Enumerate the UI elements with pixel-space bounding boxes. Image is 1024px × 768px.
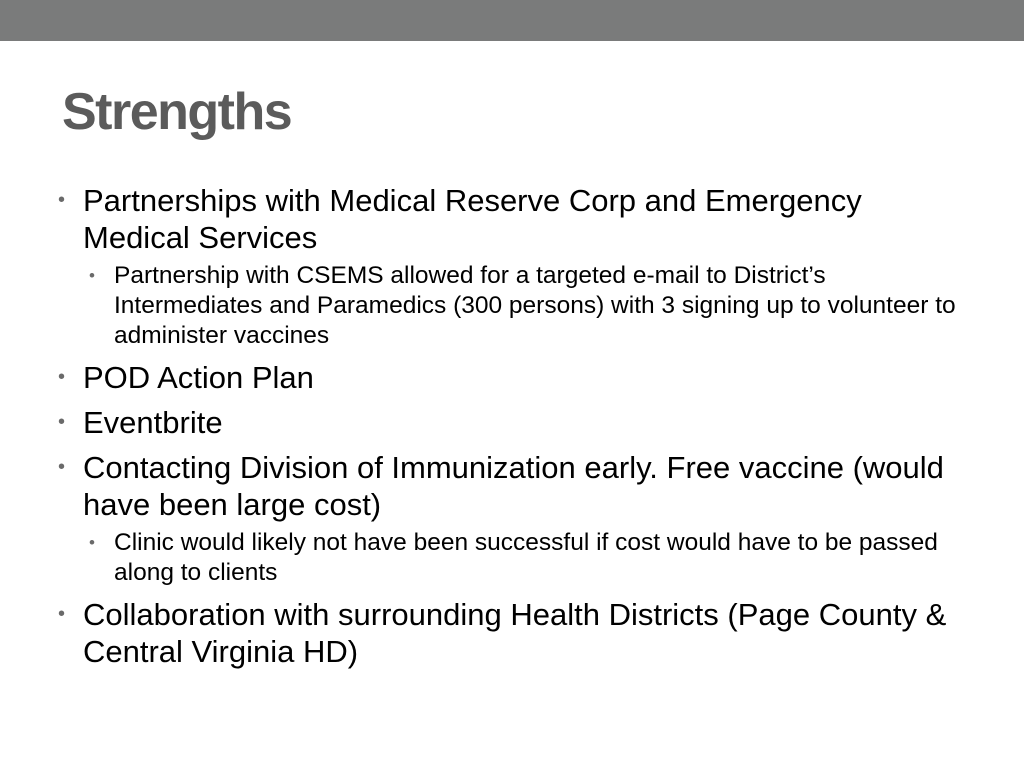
bullet-item [58, 404, 958, 441]
bullet-icon: • [58, 411, 66, 433]
bullet-text: Eventbrite [83, 405, 223, 440]
sub-bullet-text: Clinic would likely not have been successful if cost would have to be passed along to clients [114, 529, 938, 586]
sub-bullet-item [83, 528, 958, 588]
bullet-icon: • [58, 366, 66, 388]
top-bar [0, 0, 1024, 41]
sub-bullet-icon: • [89, 533, 95, 552]
bullet-icon: • [58, 189, 66, 211]
bullet-text: POD Action Plan [83, 360, 314, 395]
bullet-list [58, 182, 958, 670]
bullet-item [58, 596, 958, 670]
sub-bullet-list [83, 528, 958, 588]
sub-bullet-icon: • [89, 266, 95, 285]
bullet-item [58, 449, 958, 588]
slide-content [58, 182, 958, 678]
bullet-icon: • [58, 603, 66, 625]
slide-title: Strengths [62, 83, 292, 141]
bullet-text: Partnerships with Medical Reserve Corp and Emergency Medical Services [83, 183, 862, 255]
bullet-item [58, 359, 958, 396]
sub-bullet-list [83, 261, 958, 351]
bullet-text: Contacting Division of Immunization early. Free vaccine (would have been large cost) [83, 450, 944, 522]
sub-bullet-text: Partnership with CSEMS allowed for a targeted e-mail to District’s Intermediates and Paramedics (300 persons) with 3 signing up to volunteer to administer vaccines [114, 262, 956, 349]
bullet-icon: • [58, 456, 66, 478]
sub-bullet-item [83, 261, 958, 351]
bullet-item [58, 182, 958, 351]
bullet-text: Collaboration with surrounding Health Districts (Page County & Central Virginia HD) [83, 597, 947, 669]
